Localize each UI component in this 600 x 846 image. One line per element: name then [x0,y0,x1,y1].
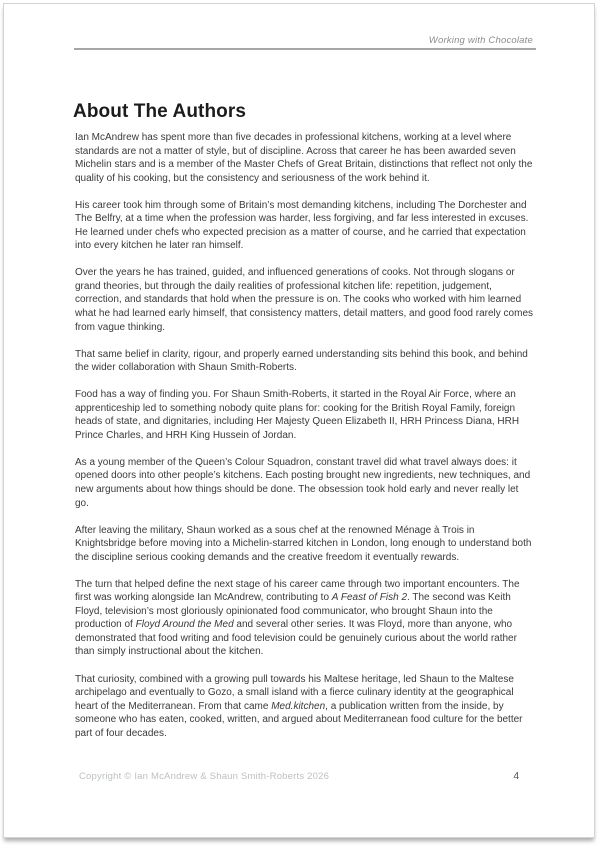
paragraph: Ian McAndrew has spent more than five decades in professional kitchens, working at a level where standards are not a matter of style, but of discipline. Across that career he has been awarded seven Michelin stars and is a member of the Master Chefs of Great Britain, distinctions that reflect not only the quality of his cooking, but the consistency and seriousness of the work behind it. [75,132,533,184]
running-header: Working with Chocolate [428,35,533,46]
paragraph: That curiosity, combined with a growing pull towards his Maltese heritage, led Shaun to the Maltese archipelago and eventually to Gozo, a small island with a fierce culinary identity at the geographical heart of the Mediterranean. From that came Med.kitchen, a publication written from the inside, by someone who has eaten, cooked, written, and argued about Mediterranean food culture for the better part of four decades. [75,673,523,739]
body-paragraphs [75,131,533,754]
paragraph: The turn that helped define the next stage of his career came through two important encounters. The first was working alongside Ian McAndrew, contributing to A Feast of Fish 2. The second was Keith Floyd, television’s most gloriously opinionated food communicator, who brought Shaun into the production of Floyd Around the Med and several other series. It was Floyd, more than anyone, who demonstrated that food writing and food television could be genuinely curious about the world rather than simply instructional about the kitchen. [75,578,520,658]
paragraph: His career took him through some of Britain’s most demanding kitchens, including The Dorchester and The Belfry, at a time when the profession was harder, less forgiving, and far less interested in excuses. He learned under chefs who expected precision as a matter of course, and he carried that expectation into every kitchen he later ran himself. [75,199,529,252]
paragraph: As a young member of the Queen’s Colour Squadron, constant travel did what travel always does: it opened doors into other people’s kitchens. Each posting brought new ingredients, new techniques, and new arguments about how things should be done. The obsession took hold early and never really let go. [75,456,531,509]
paragraph: After leaving the military, Shaun worked as a sous chef at the renowned Ménage à Trois in Knightsbridge before moving into a Michelin-starred kitchen in London, long enough to understand both the discipline serious cooking demands and the creative freedom it eventually rewards. [75,524,532,563]
paragraph: Food has a way of finding you. For Shaun Smith-Roberts, it started in the Royal Air Force, where an apprenticeship led to something nobody quite plans for: cooking for the British Royal Family, foreign heads of state, and dignitaries, including Her Majesty Queen Elizabeth II, HRH Princess Diana, HRH Prince Charles, and HRH King Hussein of Jordan. [75,389,520,441]
page-number: 4 [513,771,519,782]
document-page [3,3,595,838]
paragraph: Over the years he has trained, guided, and influenced generations of cooks. Not through slogans or grand theories, but through the daily realities of professional kitchen life: repetition, judgement, correction, and standards that hold when the pressure is on. The cooks who worked with him learned what he had learned early himself, that consistency matters, detail matters, and good food rarely comes from vague thinking. [75,267,534,333]
copyright-notice: Copyright © Ian McAndrew & Shaun Smith-Roberts 2026 [79,771,330,782]
page-title: About The Authors [73,100,247,122]
header-rule [74,48,536,50]
page-footer [79,771,533,782]
paragraph: That same belief in clarity, rigour, and properly earned understanding sits behind this book, and behind the wider collaboration with Shaun Smith-Roberts. [75,348,528,374]
